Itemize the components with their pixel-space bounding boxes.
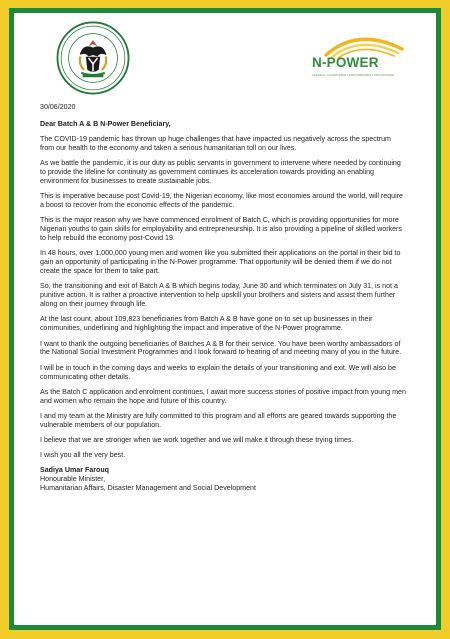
letter-inner-border [9,8,441,630]
npower-logo [310,33,418,99]
paragraph: I and my team at the Ministry are fully committed to this program and all efforts are geared towards supporting the vulnerable members of our population. [40,411,397,429]
signatory-title: Honourable Minister, [40,475,106,484]
signatory-name: Sadiya Umar Farouq [40,466,109,475]
logo-text: N-POWER [312,55,379,70]
paragraph: As the Batch C application and enrolment continues, I await more success stories of positive impact from young men and women who remain the hope and future of this country. [40,387,406,405]
letter-date: 30/06/2020 [40,103,76,111]
paragraph: I want to thank the outgoing beneficiaries of Batches A & B for their service. You have been worthy ambassadors of the National Social Investment Programmes and I look forward to hearing of and meeting many of you in the future. [40,339,402,357]
paragraph: The COVID-19 pandemic has thrown up huge challenges that have impacted us negatively across the spectrum from our health to the economy and taken a serious humanitarian toll on our lives. [40,135,391,153]
paragraph: I will be in touch in the coming days and weeks to explain the details of your transitioning and exit. We will also be communicating other details. [40,363,396,381]
paragraph: At the last count, about 109,823 beneficiaries from Batch A & B have gone on to set up businesses in their communities, underlining and highlighting the impact and imperative of the N-Power programme. [40,315,373,333]
letter-page [14,13,436,625]
ministry-seal-icon [56,21,130,95]
paragraph: I believe that we are stronger when we work together and we will make it through these trying times. [40,435,354,444]
letterhead [40,13,406,101]
signatory-ministry: Humanitarian Affairs, Disaster Management and Social Development [40,484,256,493]
salutation: Dear Batch A & B N-Power Beneficiary, [40,119,171,128]
paragraph: This is the major reason why we have commenced enrolment of Batch C, which is providing opportunities for more Nigerian youths to gain skills for employability and entrepreneurship. It is also providing a pipeline of skilled workers to help rebuild the economy post-Covid 19. [40,216,402,243]
logo-tagline: FEDERAL GOVERNMENT EMPOWERMENT PROGRAMME [312,73,394,77]
paragraph: As we battle the pandemic, it is our duty as public servants in government to intervene where needed by continuing to provide the lifeline for continuity as government continues its acceleration towards providing an enabling environment for businesses to create sustainable jobs. [40,159,401,186]
paragraph: This is imperative because post Covid-19, the Nigerian economy, like most economies around the world, will require a boost to recover from the economic effects of the pandemic. [40,192,404,210]
paragraph: In 48 hours, over 1,000,000 young men and women like you submitted their applications on the portal in their bid to gain an opportunity of participating in the N-Power programme. That opportunity will be denied them if we do not create the space for them to take part. [40,249,401,276]
paragraph: So, the transitioning and exit of Batch A & B which begins today, June 30 and which terminates on July 31, is not a punitive action. It is rather a proactive intervention to help upskill your brothers and sisters and assist them further along on their journey through life. [40,282,398,309]
letter-body [40,103,406,493]
paragraph: I wish you all the very best. [40,451,126,460]
